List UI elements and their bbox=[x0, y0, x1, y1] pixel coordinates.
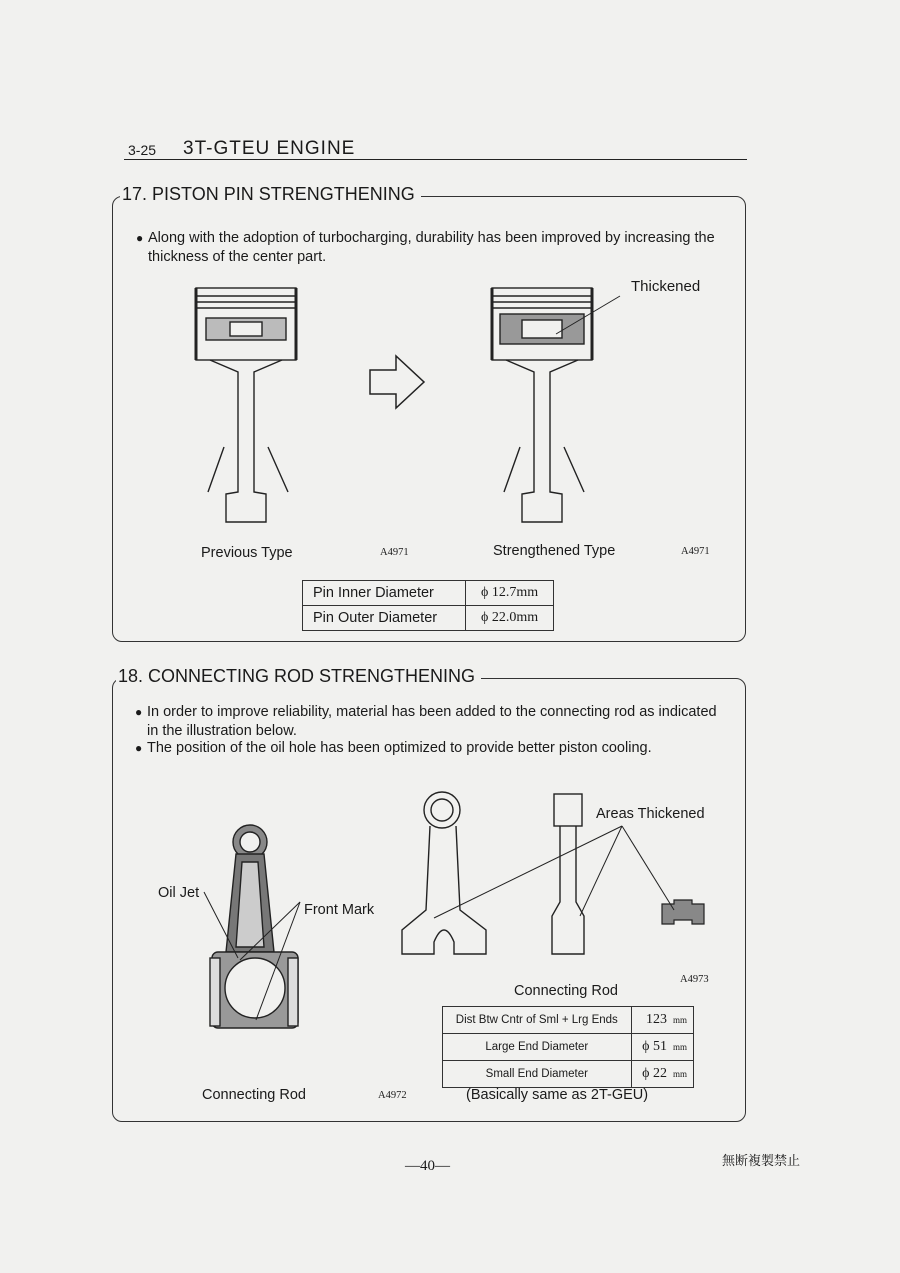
spec-value bbox=[631, 1007, 693, 1034]
copyright-notice: 無断複製禁止 bbox=[722, 1153, 801, 1168]
caption-strengthened-type: Strengthened Type bbox=[493, 543, 616, 559]
section-18-bullet-1 bbox=[135, 703, 727, 741]
figure-code-a4972: A4972 bbox=[378, 1090, 407, 1101]
spec-number: ϕ 51 bbox=[642, 1039, 667, 1054]
areas-thickened-label: Areas Thickened bbox=[596, 806, 705, 822]
section-17-bullet-text: Along with the adoption of turbocharging, durability has been improved by increasing the thickness of the center part. bbox=[148, 230, 715, 265]
page-ref: 3-25 bbox=[128, 142, 157, 158]
table-row bbox=[443, 1061, 694, 1088]
page-number: —40— bbox=[405, 1158, 450, 1174]
page-title: 3T-GTEU ENGINE bbox=[183, 138, 356, 159]
left-callout-lines bbox=[200, 890, 310, 1030]
table-row bbox=[303, 606, 554, 631]
bullet-icon: ● bbox=[136, 231, 144, 245]
section-18-title: 18. CONNECTING ROD STRENGTHENING bbox=[116, 666, 481, 687]
spec-label: Large End Diameter bbox=[443, 1034, 632, 1061]
piston-strengthened-illustration bbox=[486, 282, 596, 527]
figure-code-a4973: A4973 bbox=[680, 974, 709, 985]
pin-spec-table bbox=[302, 580, 554, 631]
spec-label: Dist Btw Cntr of Sml + Lrg Ends bbox=[443, 1007, 632, 1034]
spec-label: Pin Outer Diameter bbox=[303, 606, 466, 631]
spec-value bbox=[631, 1034, 693, 1061]
spec-unit: mm bbox=[672, 1042, 687, 1052]
section-17-title: 17. PISTON PIN STRENGTHENING bbox=[120, 184, 421, 205]
table-row bbox=[443, 1034, 694, 1061]
oil-jet-label: Oil Jet bbox=[158, 885, 200, 901]
header-rule bbox=[124, 159, 747, 160]
piston-previous-illustration bbox=[190, 282, 300, 527]
section-18-bullet-2 bbox=[135, 739, 727, 758]
spec-label: Pin Inner Diameter bbox=[303, 581, 466, 606]
areas-thickened-lines bbox=[430, 822, 680, 932]
rod-spec-table bbox=[442, 1006, 694, 1088]
spec-number: ϕ 22 bbox=[642, 1066, 667, 1081]
caption-connecting-rod-right: Connecting Rod bbox=[514, 983, 618, 999]
spec-number: 123 bbox=[645, 1012, 667, 1027]
front-mark-label: Front Mark bbox=[304, 902, 375, 918]
arrow-right-icon bbox=[368, 354, 428, 410]
spec-label: Small End Diameter bbox=[443, 1061, 632, 1088]
section-18-bullet-1-text: In order to improve reliability, material has been added to the connecting rod as indicated in the illustration below. bbox=[147, 704, 717, 739]
table-row bbox=[443, 1007, 694, 1034]
section-18-bullet-2-text: The position of the oil hole has been optimized to provide better piston cooling. bbox=[147, 740, 652, 756]
section-17-bullet bbox=[136, 229, 728, 267]
basically-same-note: (Basically same as 2T-GEU) bbox=[466, 1087, 649, 1103]
bullet-icon: ● bbox=[135, 705, 143, 719]
table-row bbox=[303, 581, 554, 606]
spec-value bbox=[631, 1061, 693, 1088]
figure-code-left: A4971 bbox=[380, 547, 409, 558]
spec-value: ϕ 22.0mm bbox=[466, 606, 554, 631]
thickened-label: Thickened bbox=[631, 278, 701, 295]
spec-unit: mm bbox=[672, 1015, 687, 1025]
caption-previous-type: Previous Type bbox=[201, 545, 293, 561]
spec-unit: mm bbox=[672, 1069, 687, 1079]
figure-code-right: A4971 bbox=[681, 546, 710, 557]
bullet-icon: ● bbox=[135, 741, 143, 755]
spec-value: ϕ 12.7mm bbox=[466, 581, 554, 606]
caption-connecting-rod-left: Connecting Rod bbox=[202, 1087, 306, 1103]
